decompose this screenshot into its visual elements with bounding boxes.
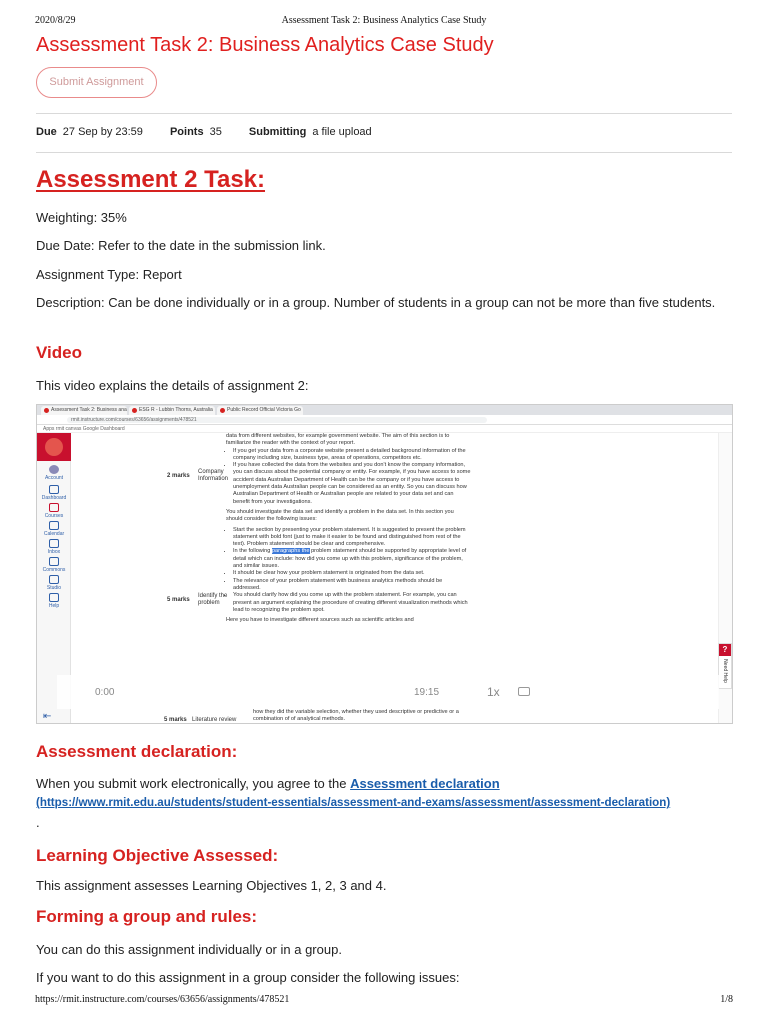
studio-icon xyxy=(49,575,59,584)
print-page-number: 1/8 xyxy=(720,994,733,1005)
nav-account: Account xyxy=(37,465,71,481)
row-label: Literature review xyxy=(192,717,237,723)
video-address-bar: rmit.instructure.com/courses/63656/assignments/478521 xyxy=(37,415,732,425)
video-rubric-bottom xyxy=(71,709,718,724)
tab-favicon-icon xyxy=(44,408,49,413)
declaration-end: . xyxy=(36,815,40,830)
nav-commons: Commons xyxy=(37,557,71,573)
points-label: Points xyxy=(169,126,204,138)
row-label: Company Information xyxy=(198,469,229,482)
declaration-text: When you submit work electronically, you agree to the Assessment declaration xyxy=(36,776,500,791)
nav-calendar: Calendar xyxy=(37,521,71,537)
row-text: how they did the variable selection, whether they used descriptive or predictive or a combination of of analytical methods. xyxy=(253,709,459,722)
assignment-type-text: Assignment Type: Report xyxy=(36,267,182,282)
due-label: Due xyxy=(36,126,57,138)
row-marks: 2 marks xyxy=(167,473,190,479)
video-browser-tabs xyxy=(37,405,732,415)
video-tab: ESG R - Lubbin Thorns, Australia xyxy=(129,406,215,415)
assignment-video-player[interactable] xyxy=(36,404,733,724)
video-bookmarks-bar: Apps rmit canvas Google Dashboard xyxy=(37,425,732,433)
submitting-value: a file upload xyxy=(312,126,372,138)
submitting-label: Submitting xyxy=(248,126,307,138)
weighting-text: Weighting: 35% xyxy=(36,210,127,225)
assignment-details xyxy=(36,126,396,138)
video-controls[interactable] xyxy=(57,675,719,709)
video-tab: Public Record Official Victoria Go xyxy=(217,406,303,415)
collapse-arrow-icon: ⇤ xyxy=(43,711,52,722)
video-heading: Video xyxy=(36,343,82,362)
nav-dashboard: Dashboard xyxy=(37,485,71,501)
print-header xyxy=(35,15,733,29)
learning-objective-text: This assignment assesses Learning Objectives 1, 2, 3 and 4. xyxy=(36,878,387,893)
due-date-text: Due Date: Refer to the date in the submission link. xyxy=(36,238,326,253)
tab-favicon-icon xyxy=(220,408,225,413)
captions-icon[interactable] xyxy=(518,687,530,696)
video-total-time: 19:15 xyxy=(414,687,440,698)
help-icon xyxy=(49,593,59,602)
declaration-url xyxy=(36,796,670,809)
group-text-2: If you want to do this assignment in a group consider the following issues: xyxy=(36,970,460,985)
group-text-1: You can do this assignment individually or in a group. xyxy=(36,942,342,957)
nav-studio: Studio xyxy=(37,575,71,591)
need-help-label: Need Help xyxy=(721,659,728,683)
account-icon xyxy=(49,465,59,474)
video-tab: Assessment Task 2: Business ana xyxy=(41,406,127,415)
row-marks: 5 marks xyxy=(167,597,190,603)
due-value: 27 Sep by 23:59 xyxy=(62,126,143,138)
inbox-icon xyxy=(49,539,59,548)
nav-help: Help xyxy=(37,593,71,609)
row-label: Identify the problem xyxy=(198,593,228,606)
rmit-logo-icon xyxy=(37,433,71,461)
print-date: 2020/8/29 xyxy=(35,15,76,26)
learning-objective-heading: Learning Objective Assessed: xyxy=(36,846,279,865)
assessment-declaration-url-link[interactable]: (https://www.rmit.edu.au/students/student-essentials/assessment-and-exams/assessment/assessment-declaration) xyxy=(36,796,671,809)
tab-favicon-icon xyxy=(132,408,137,413)
assessment-task-heading: Assessment 2 Task: xyxy=(36,166,266,193)
video-current-time: 0:00 xyxy=(95,687,115,698)
calendar-icon xyxy=(49,521,59,530)
commons-icon xyxy=(49,557,59,566)
divider xyxy=(36,152,732,153)
divider xyxy=(36,113,732,114)
print-url: https://rmit.instructure.com/courses/63656/assignments/478521 xyxy=(35,994,290,1005)
dashboard-icon xyxy=(49,485,59,494)
description-text: Description: Can be done individually or in a group. Number of students in a group can not be more than five students. xyxy=(36,295,716,310)
video-rubric-text: data from different websites, for example government website. The aim of this section is to familiarize the reader with the context of your report. • If you get your data from a corporate website present a detailed background information of the company including size, business type, areas of operations, competitors etc. • If you have collected the data from the websites and you don't know the company information, you can discuss about the potential company or entity. For example, if you have access to some accident data Australian Department of Health can be the company or if you have access to unemployment data Australian people can be considered as an entity. So you can discuss how Australian Department of Health or Australian people are related to your data set and can benefit from your investigations. You should investigate the data set and identify a problem in the data set. In this section you should consider the following issues: • Start the section by presenting your problem statement. It is suggested to present the problem statement with bold font (just to make it easier to be found and distinguished from rest of the text). Problem statement should be clear and comprehensive. • In the following paragraphs the problem statement should be supported by appropriate level of detail which can include: how did you come up with this problem, significance of the problem, and similar issues. • It should be clear how your problem statement is originated from the data set. • The relevance of your problem statement with business analytics methods should be addressed. • You should clarify how did you come up with the problem statement. For example, you can present an argument explaining the procedure of creating different visualization methods which lead to recognizing the problem spot. Here you have to investigate different sources such as scientific articles and xyxy=(226,433,471,624)
playback-speed-button[interactable]: 1x xyxy=(487,685,500,699)
submit-assignment-button[interactable]: Submit Assignment xyxy=(36,67,157,98)
need-help-widget xyxy=(718,643,732,689)
page-title: Assessment Task 2: Business Analytics Case Study xyxy=(36,34,494,56)
assessment-declaration-link[interactable]: Assessment declaration xyxy=(350,776,500,791)
print-title: Assessment Task 2: Business Analytics Case Study xyxy=(281,15,487,26)
nav-inbox: Inbox xyxy=(37,539,71,555)
video-intro-text: This video explains the details of assignment 2: xyxy=(36,378,309,393)
print-footer xyxy=(35,994,733,1008)
declaration-heading: Assessment declaration: xyxy=(36,742,238,761)
group-rules-heading: Forming a group and rules: xyxy=(36,907,258,926)
courses-icon xyxy=(49,503,59,512)
row-marks: 5 marks xyxy=(164,717,187,723)
help-question-icon: ? xyxy=(719,644,731,656)
points-value: 35 xyxy=(209,126,222,138)
nav-courses: Courses xyxy=(37,503,71,519)
